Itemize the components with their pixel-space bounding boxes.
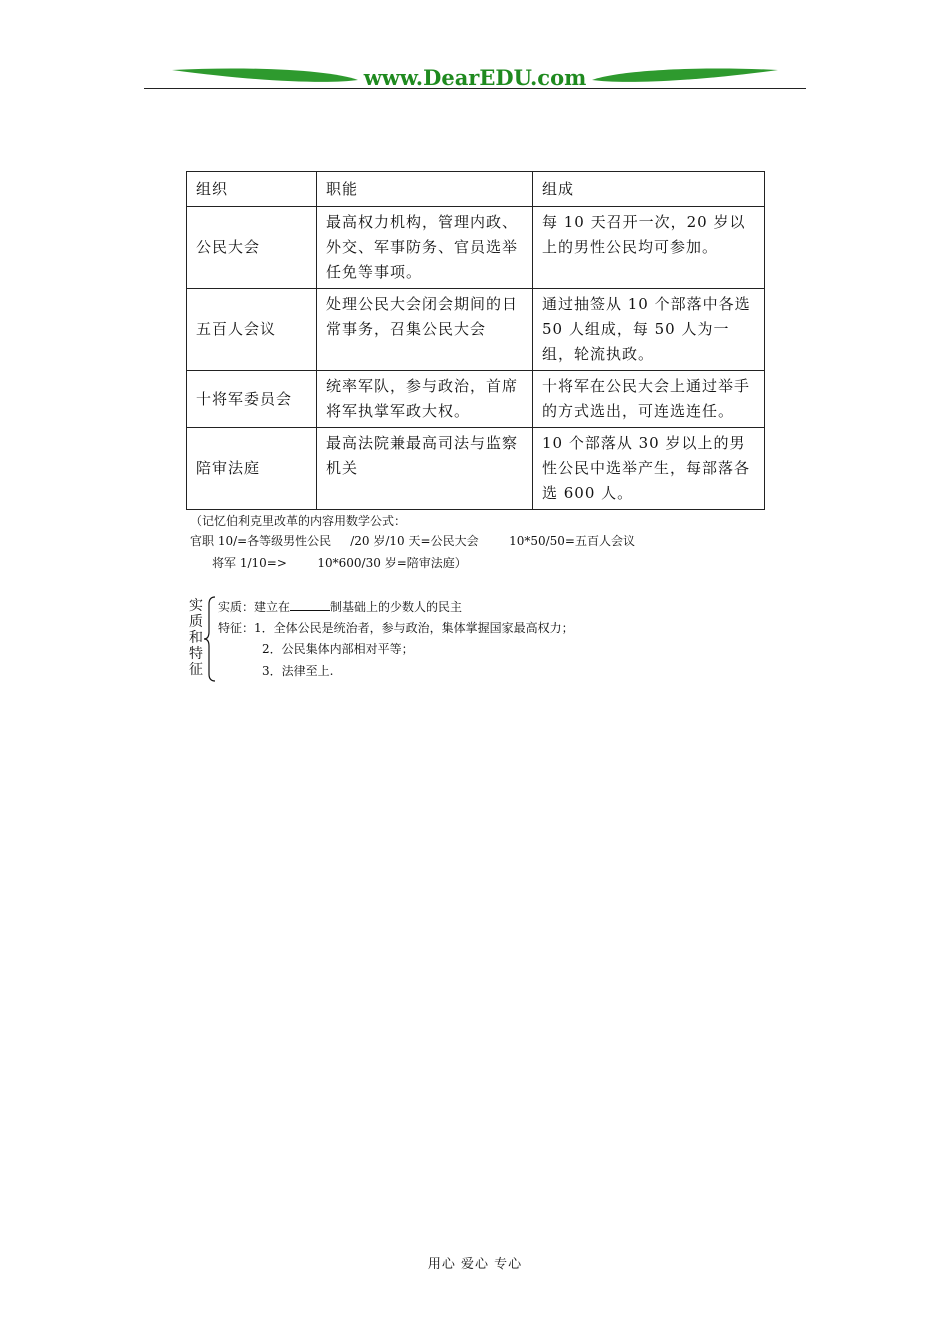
feature-line-3: 3．法律至上. (262, 664, 334, 678)
page-header (0, 0, 950, 100)
org-name: 十将军委员会 (187, 371, 317, 428)
org-function: 最高权力机构，管理内政、外交、军事防务、官员选举任免等事项。 (317, 207, 533, 289)
org-composition: 通过抽签从 10 个部落中各选 50 人组成，每 50 人为一组，轮流执政。 (533, 289, 765, 371)
org-name: 公民大会 (187, 207, 317, 289)
feature-line-2: 2．公民集体内部相对平等； (262, 642, 414, 656)
org-composition: 十将军在公民大会上通过举手的方式选出，可连选连任。 (533, 371, 765, 428)
table-row (187, 428, 765, 510)
label-char: 特 (189, 646, 203, 662)
logo-text: www.DearEDU.com (363, 65, 587, 90)
nature-and-features-label (188, 598, 204, 678)
table-header-row (187, 172, 765, 207)
essence-suffix: 制基础上的少数人的民主 (330, 600, 463, 614)
org-function: 最高法院兼最高司法与监察机关 (317, 428, 533, 510)
org-function: 统率军队，参与政治，首席将军执掌军政大权。 (317, 371, 533, 428)
curly-brace-icon (203, 596, 217, 682)
site-logo (170, 62, 780, 96)
column-header-composition: 组成 (533, 172, 765, 207)
label-char: 和 (189, 630, 203, 646)
memo-line-3: 将军 1/10=> 10*600/30 岁=陪审法庭） (212, 556, 467, 570)
table-row (187, 289, 765, 371)
essence-prefix: 实质：建立在 (218, 600, 291, 614)
table-row (187, 371, 765, 428)
label-char: 征 (189, 662, 203, 678)
column-header-function: 职能 (317, 172, 533, 207)
table-row (187, 207, 765, 289)
organization-table (186, 171, 765, 510)
memo-line-2: 官职 10/=各等级男性公民 /20 岁/10 天=公民大会 10*50/50=五百人会议 (190, 534, 635, 548)
header-divider (144, 88, 806, 89)
label-char: 质 (189, 614, 203, 630)
org-composition: 每 10 天召开一次，20 岁以上的男性公民均可参加。 (533, 207, 765, 289)
page-footer: 用心 爱心 专心 (427, 1257, 523, 1272)
org-composition: 10 个部落从 30 岁以上的男性公民中选举产生，每部落各选 600 人。 (533, 428, 765, 510)
org-name: 陪审法庭 (187, 428, 317, 510)
essence-line (218, 598, 462, 615)
label-char: 实 (189, 598, 203, 614)
logo-right-swoosh (592, 68, 778, 81)
org-name: 五百人会议 (187, 289, 317, 371)
feature-line-1: 特征：1．全体公民是统治者，参与政治，集体掌握国家最高权力； (218, 621, 574, 635)
memo-line-1: （记忆伯利克里改革的内容用数学公式： (190, 514, 407, 528)
org-function: 处理公民大会闭会期间的日常事务，召集公民大会 (317, 289, 533, 371)
fill-in-blank (290, 598, 330, 611)
column-header-organization: 组织 (187, 172, 317, 207)
logo-left-swoosh (172, 68, 358, 81)
